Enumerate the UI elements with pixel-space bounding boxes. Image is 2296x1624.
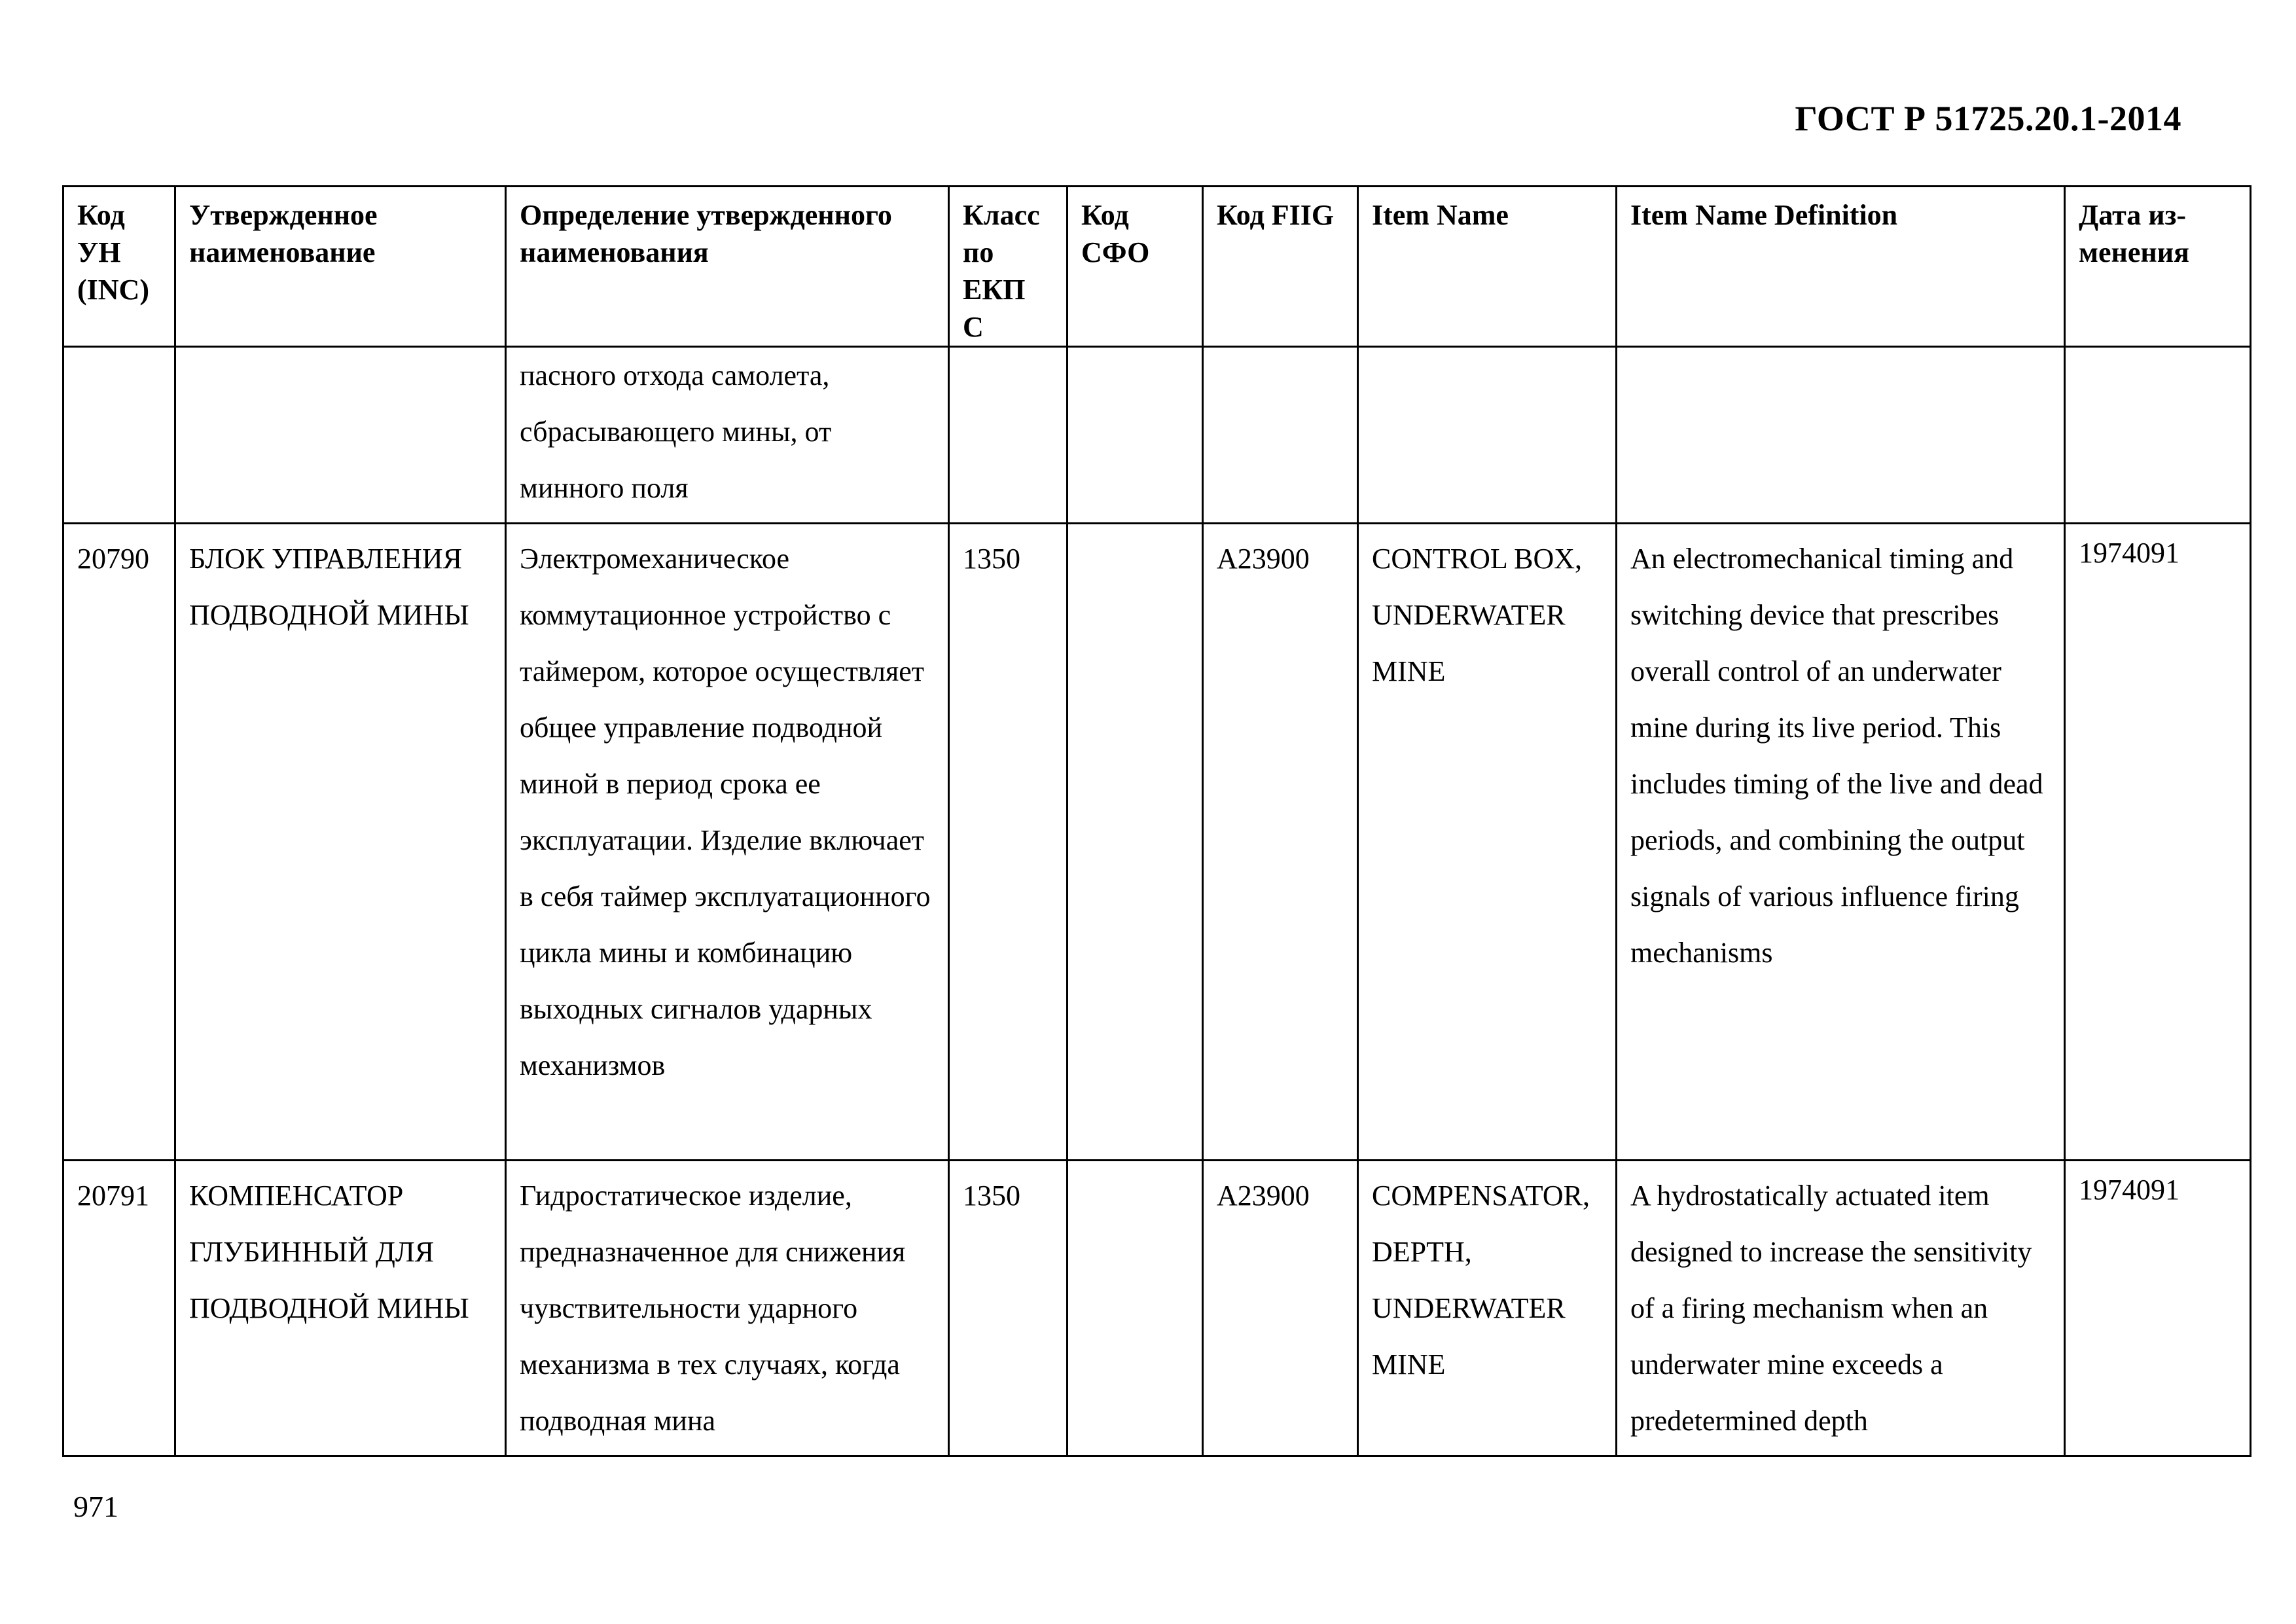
column-header-definition: Определение утвержденного наименования — [506, 187, 949, 347]
cell-approved-name — [175, 347, 506, 524]
table-row — [63, 347, 2251, 524]
column-header-approved-name: Утвержденное наименование — [175, 187, 506, 347]
table-row — [63, 524, 2251, 1161]
cell-sfo — [1067, 524, 1203, 1161]
cell-item-name-definition — [1617, 347, 2065, 524]
column-header-sfo: Код СФО — [1067, 187, 1203, 347]
catalog-table — [62, 185, 2251, 1457]
cell-fiig: A23900 — [1203, 524, 1358, 1161]
cell-definition: Электромеханическое коммутационное устройство с таймером, которое осуществляет общее управление подводной миной в период срока ее эксплуатации. Изделие включает в себя таймер эксплуатационного цикла мины и комбинацию выходных сигналов ударных механизмов — [506, 524, 949, 1161]
cell-sfo — [1067, 347, 1203, 524]
cell-item-name — [1358, 347, 1617, 524]
cell-date: 1974091 — [2065, 1161, 2251, 1456]
cell-item-name-definition: A hydrostatically actuated item designed to increase the sensitivity of a firing mechanism when an underwater mine exceeds a predetermined depth — [1617, 1161, 2065, 1456]
cell-definition: пасного отхода самолета, сбрасывающего мины, от минного поля — [506, 347, 949, 524]
column-header-fiig: Код FIIG — [1203, 187, 1358, 347]
cell-sfo — [1067, 1161, 1203, 1456]
column-header-class: Класс по ЕКП С — [949, 187, 1067, 347]
document-code: ГОСТ Р 51725.20.1-2014 — [1795, 99, 2181, 138]
column-header-item-name: Item Name — [1358, 187, 1617, 347]
cell-approved-name: КОМПЕНСАТОР ГЛУБИННЫЙ ДЛЯ ПОДВОДНОЙ МИНЫ — [175, 1161, 506, 1456]
cell-item-name-definition: An electromechanical timing and switching device that prescribes overall control of an underwater mine during its live period. This includes timing of the live and dead periods, and combining the output signals of various influence firing mechanisms — [1617, 524, 2065, 1161]
cell-date — [2065, 347, 2251, 524]
cell-item-name: CONTROL BOX, UNDERWATER MINE — [1358, 524, 1617, 1161]
cell-inc: 20791 — [63, 1161, 175, 1456]
cell-class: 1350 — [949, 524, 1067, 1161]
cell-inc: 20790 — [63, 524, 175, 1161]
table-header-row — [63, 187, 2251, 347]
page-number: 971 — [73, 1490, 118, 1523]
cell-fiig — [1203, 347, 1358, 524]
cell-definition: Гидростатическое изделие, предназначенное для снижения чувствительности ударного механизма в тех случаях, когда подводная мина — [506, 1161, 949, 1456]
cell-class: 1350 — [949, 1161, 1067, 1456]
column-header-date: Дата из-менения — [2065, 187, 2251, 347]
cell-class — [949, 347, 1067, 524]
column-header-inc: Код УН (INC) — [63, 187, 175, 347]
cell-item-name: COMPENSATOR, DEPTH, UNDERWATER MINE — [1358, 1161, 1617, 1456]
column-header-item-name-definition: Item Name Definition — [1617, 187, 2065, 347]
cell-date: 1974091 — [2065, 524, 2251, 1161]
cell-approved-name: БЛОК УПРАВЛЕНИЯ ПОДВОДНОЙ МИНЫ — [175, 524, 506, 1161]
cell-inc — [63, 347, 175, 524]
table-row — [63, 1161, 2251, 1456]
cell-fiig: A23900 — [1203, 1161, 1358, 1456]
